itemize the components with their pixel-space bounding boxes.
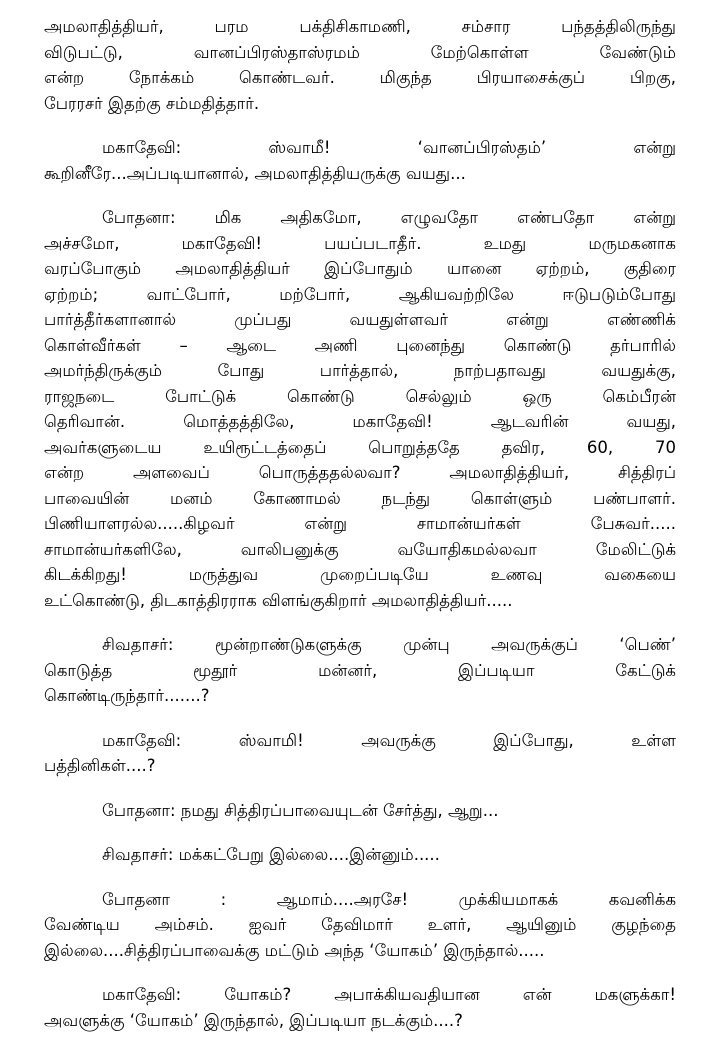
paragraph xyxy=(44,135,676,186)
text-line: உட்கொண்டு, திடகாத்திரராக விளங்குகிறார் அமலாதித்தியர்..... xyxy=(44,590,513,610)
text-line: அமலாதித்தியர், பரம பக்திசிகாமணி, சம்சார பந்தத்திலிருந்து xyxy=(44,17,676,36)
text-line: அவளுக்கு ‘யோகம்’ இருந்தால், இப்படியா நடக்கும்....? xyxy=(44,1010,463,1030)
text-line: ராஜநடை போட்டுக் கொண்டு செல்லும் ஒரு கெம்பீரன் xyxy=(44,386,676,406)
text-line: வேண்டிய அம்சம். ஐவர் தேவிமார் உளர், ஆயினும் குழந்தை xyxy=(44,915,676,934)
text-line: மகாதேவி: யோகம்? அபாக்கியவதியான என் மகளுக்கா! xyxy=(102,985,676,1004)
text-line: கொண்டிருந்தார்.......? xyxy=(44,686,210,705)
text-line: கிடக்கிறது! மருத்துவ முறைப்படியே உணவு வகையை xyxy=(44,565,676,584)
text-line: இல்லை....சித்திரப்பாவைக்கு மட்டும் அந்த ‘யோகம்’ இருந்தால்..... xyxy=(44,940,545,960)
text-line: வரப்போகும் அமலாதித்தியர் இப்போதும் யானை ஏற்றம், குதிரை xyxy=(44,259,676,278)
text-line: பத்தினிகள்....? xyxy=(44,756,156,775)
paragraph xyxy=(44,798,676,824)
text-line: தெரிவான். மொத்தத்திலே, மகாதேவி! ஆடவரின் வயது, xyxy=(44,412,676,431)
text-line: கொள்வீர்கள் – ஆடை அணி புனைந்து கொண்டு தர்பாரில் xyxy=(44,335,676,355)
paragraph xyxy=(44,982,676,1033)
text-line: போதனா: மிக அதிகமோ, எழுவதோ எண்பதோ என்று xyxy=(102,208,676,227)
paragraph xyxy=(44,842,676,868)
text-line: மகாதேவி: ஸ்வாமி! அவருக்கு இப்போது, உள்ள xyxy=(102,730,676,750)
text-line: விடுபட்டு, வானப்பிரஸ்தாஸ்ரமம் மேற்கொள்ள வேண்டும் xyxy=(44,42,676,62)
text-line: போதனா : ஆமாம்....அரசே! முக்கியமாகக் கவனிக்க xyxy=(102,889,676,909)
document-page xyxy=(44,14,676,1052)
text-line: அச்சமோ, மகாதேவி! பயப்படாதீர். உமது மருமகனாக xyxy=(44,233,676,253)
text-line: சாமான்யர்களிலே, வாலிபனுக்கு வயோதிகமல்லவா மேலிட்டுக் xyxy=(44,539,676,559)
text-line: பாவையின் மனம் கோணாமல் நடந்து கொள்ளும் பண்பாளர். xyxy=(44,488,676,508)
text-line: பார்த்தீர்களானால் முப்பது வயதுள்ளவர் என்று எண்ணிக் xyxy=(44,310,676,329)
text-line: ஏற்றம்; வாட்போர், மற்போர், ஆகியவற்றிலே ஈடுபடும்போது xyxy=(44,284,676,304)
text-line: கொடுத்த மூதூர் மன்னர், இப்படியா கேட்டுக் xyxy=(44,660,676,680)
text-line: மகாதேவி: ஸ்வாமீ! ‘வானப்பிரஸ்தம்’ என்று xyxy=(102,138,676,157)
text-line: சிவதாசர்: மூன்றாண்டுகளுக்கு முன்பு அவருக்குப் ‘பெண்’ xyxy=(102,635,676,654)
text-line: என்ற அளவைப் பொருத்ததல்லவா? அமலாதித்தியர், சித்திரப் xyxy=(44,463,676,482)
text-line: பிணியாளரல்ல.....கிழவர் என்று சாமான்யர்கள் பேசுவர்..... xyxy=(44,514,676,533)
text-line: பேரரசர் இதற்கு சம்மதித்தார். xyxy=(44,93,260,113)
text-line: அவர்களுடைய உயிரூட்டத்தைப் பொறுத்ததே தவிர, 60, 70 xyxy=(44,437,676,457)
text-line: போதனா: நமது சித்திரப்பாவையுடன் சேர்த்து, ஆறு... xyxy=(102,800,499,820)
text-line: என்ற நோக்கம் கொண்டவர். மிகுந்த பிரயாசைக்குப் பிறகு, xyxy=(44,68,676,87)
paragraph xyxy=(44,632,676,709)
paragraph xyxy=(44,887,676,964)
text-line: அமர்ந்திருக்கும் போது பார்த்தால், நாற்பதாவது வயதுக்கு, xyxy=(44,361,676,380)
text-line: சிவதாசர்: மக்கட்பேறு இல்லை....இன்னும்..... xyxy=(102,845,440,864)
paragraph xyxy=(44,14,676,116)
paragraph xyxy=(44,205,676,613)
paragraph xyxy=(44,728,676,779)
text-line: கூறினீரே...அப்படியானால், அமலாதித்தியருக்கு வயது... xyxy=(44,163,466,183)
body-text xyxy=(44,14,676,1033)
